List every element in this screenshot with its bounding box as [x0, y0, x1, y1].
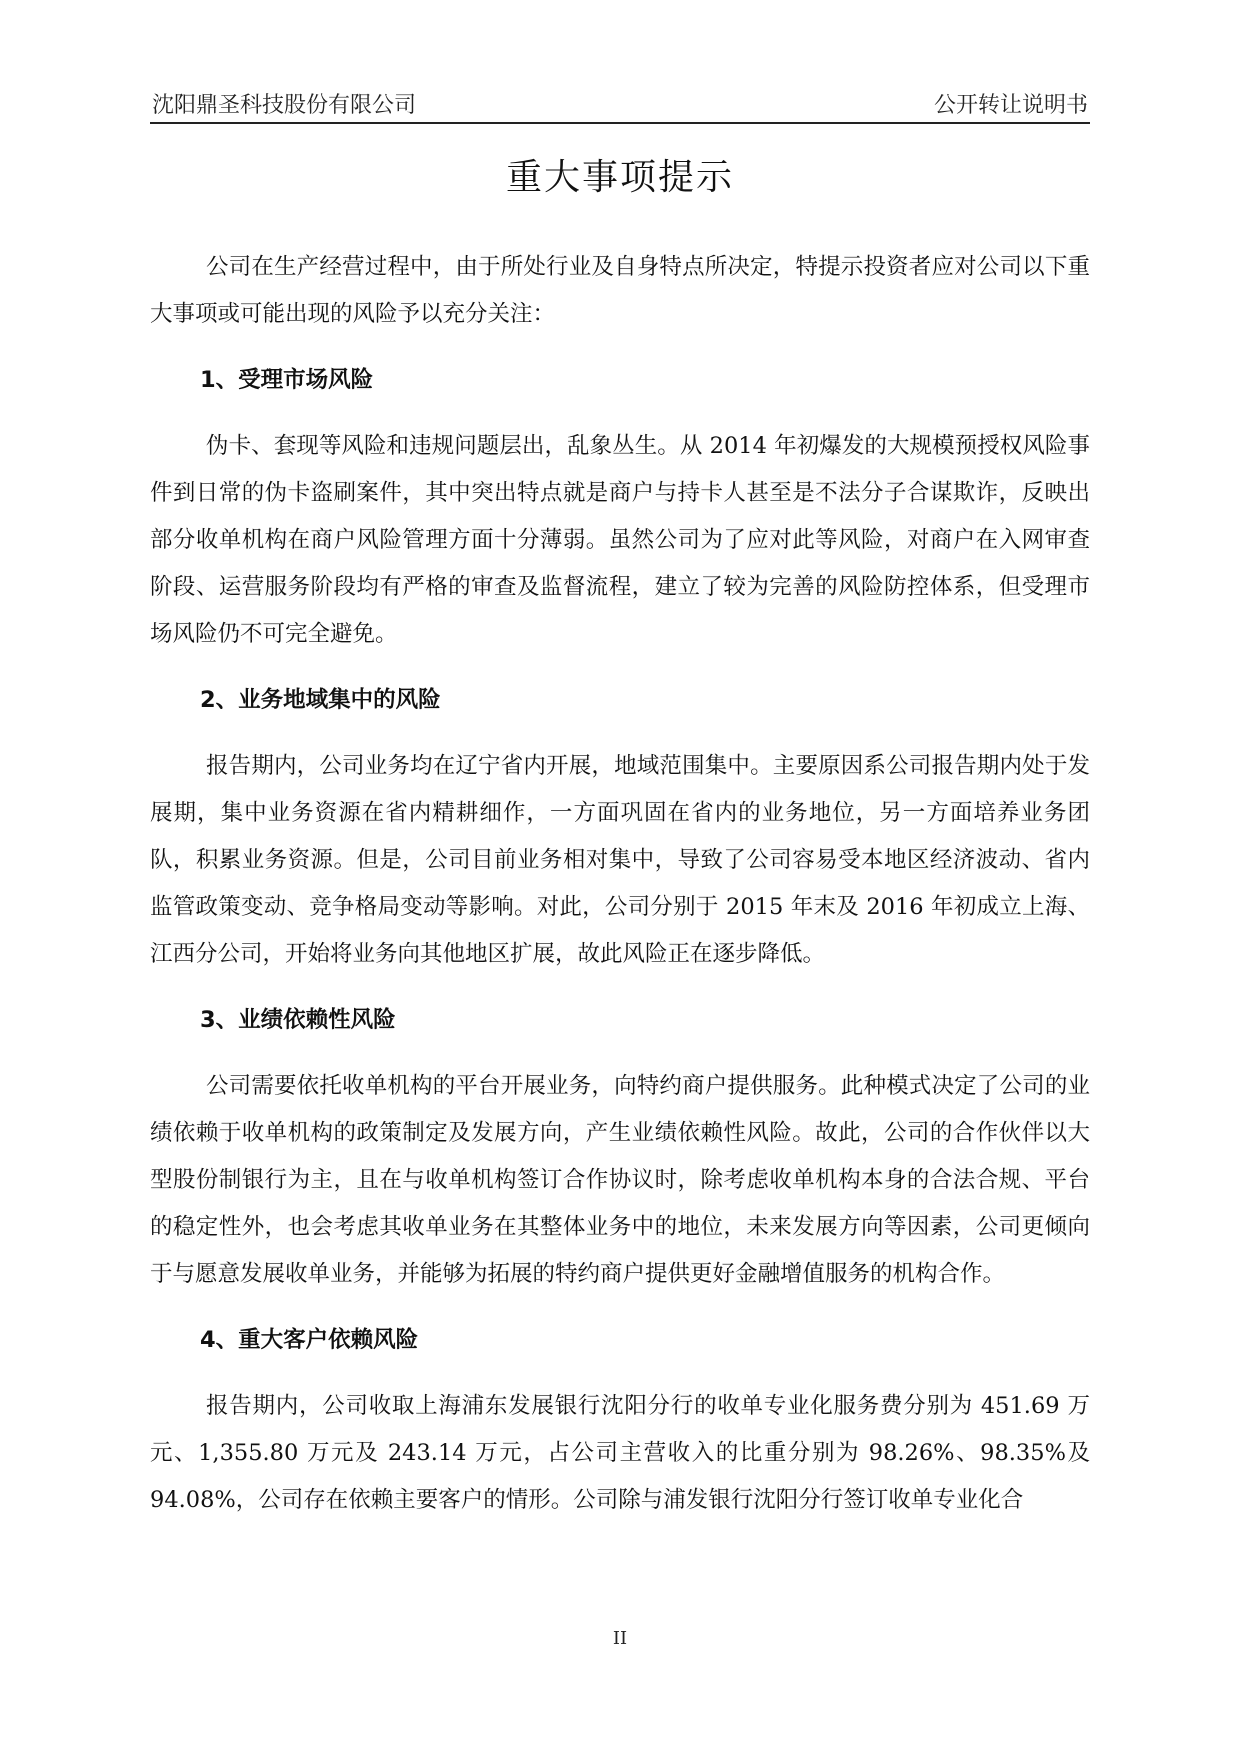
page-content: [150, 150, 1090, 1524]
section-4-body: 报告期内，公司收取上海浦东发展银行沈阳分行的收单专业化服务费分别为 451.69 万元、1,355.80 万元及 243.14 万元，占公司主营收入的比重分别为 98.26%、98.35%及 94.08%，公司存在依赖主要客户的情形。公司除与浦发银行沈阳分行签订收单专业化合: [150, 1393, 1090, 1513]
header-document-type: 公开转让说明书: [933, 93, 1088, 118]
section-1-body: 伪卡、套现等风险和违规问题层出，乱象丛生。从 2014 年初爆发的大规模预授权风险事件到日常的伪卡盗刷案件，其中突出特点就是商户与持卡人甚至是不法分子合谋欺诈，反映出部分收单机构在商户风险管理方面十分薄弱。虽然公司为了应对此等风险，对商户在入网审查阶段、运营服务阶段均有严格的审查及监督流程，建立了较为完善的风险防控体系，但受理市场风险仍不可完全避免。: [150, 433, 1090, 647]
page-header: [150, 88, 1090, 124]
section-2-body: 报告期内，公司业务均在辽宁省内开展，地域范围集中。主要原因系公司报告期内处于发展期，集中业务资源在省内精耕细作，一方面巩固在省内的业务地位，另一方面培养业务团队，积累业务资源。但是，公司目前业务相对集中，导致了公司容易受本地区经济波动、省内监管政策变动、竞争格局变动等影响。对此，公司分别于 2015 年末及 2016 年初成立上海、江西分公司，开始将业务向其他地区扩展，故此风险正在逐步降低。: [150, 753, 1090, 967]
page-title: 重大事项提示: [505, 157, 734, 198]
intro-paragraph: 公司在生产经营过程中，由于所处行业及自身特点所决定，特提示投资者应对公司以下重大事项或可能出现的风险予以充分关注：: [150, 254, 1090, 327]
header-company-name: 沈阳鼎圣科技股份有限公司: [152, 93, 417, 118]
section-3-body: 公司需要依托收单机构的平台开展业务，向特约商户提供服务。此种模式决定了公司的业绩依赖于收单机构的政策制定及发展方向，产生业绩依赖性风险。故此，公司的合作伙伴以大型股份制银行为主，且在与收单机构签订合作协议时，除考虑收单机构本身的合法合规、平台的稳定性外，也会考虑其收单业务在其整体业务中的地位，未来发展方向等因素，公司更倾向于与愿意发展收单业务，并能够为拓展的特约商户提供更好金融增值服务的机构合作。: [150, 1073, 1090, 1287]
section-2-title: 2、业务地域集中的风险: [200, 687, 441, 713]
section-3-title: 3、业绩依赖性风险: [200, 1007, 396, 1033]
section-4-title: 4、重大客户依赖风险: [200, 1327, 419, 1353]
page-number: II: [612, 1628, 628, 1649]
section-1-title: 1、受理市场风险: [200, 367, 374, 393]
